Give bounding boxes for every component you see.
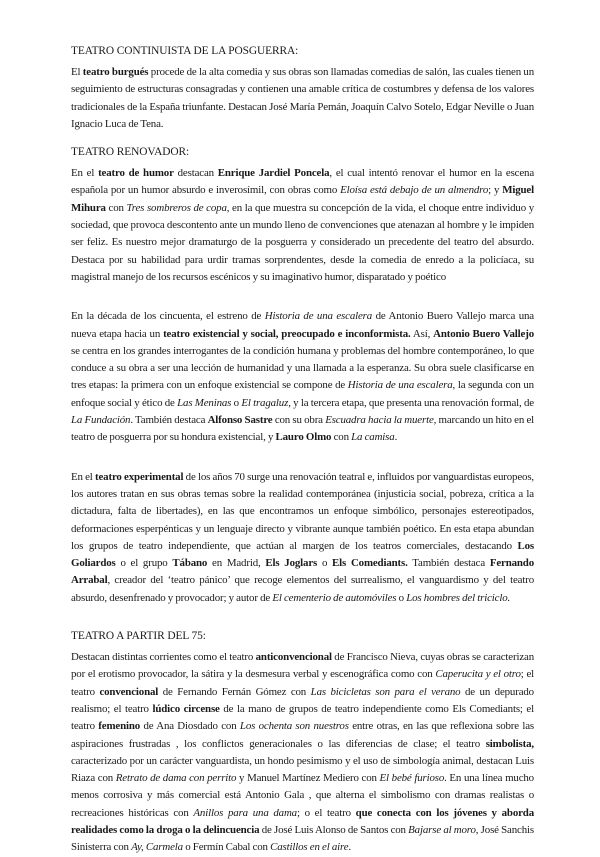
paragraph — [71, 308, 534, 446]
text-run: En el — [71, 167, 99, 180]
text-run: de un depurado realismo; el teatro — [71, 685, 534, 715]
text-run: , José Sanchis Sinisterra con — [71, 823, 534, 854]
text-run: . — [394, 431, 398, 444]
text-run: El — [71, 66, 83, 78]
section-heading: TEATRO A PARTIR DEL 75: — [71, 630, 206, 643]
text-run: con — [331, 431, 352, 444]
text-run: , el cual intentó renovar el humor en la escena española por un humor absurdo e inverosímil, con obras como — [71, 167, 534, 197]
bold-text: Enrique Jardiel Poncela — [217, 167, 330, 180]
italic-text: Retrato de dama con perrito — [115, 772, 237, 785]
text-run: o — [396, 591, 407, 604]
italic-text: La Fundación — [71, 414, 131, 427]
italic-text: El cementerio de automóviles — [272, 591, 397, 604]
italic-text: Escuadra hacia la muerte, — [325, 414, 437, 427]
italic-text: Anillos para una dama — [193, 806, 297, 819]
text-run: ; el teatro — [71, 668, 535, 698]
text-run: de Antonio Buero Vallejo marca una nueva etapa hacia un — [71, 310, 534, 340]
bold-text: Alfonso Sastre — [207, 414, 273, 427]
text-run: de Ana Diosdado con — [140, 720, 240, 733]
paragraph — [71, 165, 534, 286]
italic-text: Ay, Carmela — [131, 841, 183, 854]
bold-text: simbolista, — [485, 737, 534, 750]
bold-text: lúdico circense — [152, 702, 220, 715]
italic-text: Tres sombreros de copa — [126, 201, 227, 214]
italic-text: Las bicicletas son para el verano — [310, 685, 461, 698]
bold-text: teatro existencial y social, preocupado e inconformista. — [163, 327, 411, 340]
text-run: , y la tercera etapa, que presenta una renovación formal, de — [288, 396, 534, 409]
section-heading: TEATRO CONTINUISTA DE LA POSGUERRA: — [71, 45, 299, 57]
bold-text: teatro de humor — [98, 167, 174, 180]
text-run: , la segunda con un enfoque social y ético de — [71, 379, 534, 409]
bold-text: que conecta con los jóvenes y aborda realidades como la droga o la delincuencia — [71, 806, 534, 836]
text-run: ; o el teatro — [296, 806, 356, 819]
text-run: Destacan distintas corrientes como el teatro — [71, 651, 256, 664]
bold-text: convencional — [99, 685, 159, 698]
text-run: destacan — [173, 167, 218, 180]
italic-text: Historia de una escalera — [347, 379, 453, 392]
text-run: de los años 70 surge una renovación teatral e, influidos por vanguardistas europeos, los autores tratan en sus obras temas sobre la realidad contemporánea (injusticia social, pobreza, crítica a la dictadura, falta de libertades), en las que encontramos un enfoque simbólico, personajes estereotipados, deformaciones esperpénticas y un lenguaje directo y vibrante aunque también poético. En esta etapa abundan los grupos de teatro independiente, que actúan al margen de los teatros comerciales, destacando — [71, 470, 534, 552]
bold-text: Los Goliardos — [71, 539, 534, 570]
text-run: se centra en los grandes interrogantes de la condición humana y problemas del hombre contemporáneo, lo que conduce a su obra a ser una lección de humanidad y una llamada a la esperanza. Su obra suele clasificarse en tres etapas: la primera con un enfoque existencial se compone de — [71, 344, 534, 392]
bold-text: Fernando Arrabal — [71, 557, 535, 587]
text-run: caracterizado por un carácter vanguardista, un hondo pesimismo y el uso de simbología animal, destacan Luis Riaza con — [71, 754, 534, 785]
text-run: de Fernando Fernán Gómez con — [158, 685, 311, 698]
bold-text: teatro burgués — [82, 66, 149, 78]
text-run: y Manuel Martínez Mediero con — [236, 772, 380, 785]
paragraph — [71, 469, 534, 607]
bold-text: anticonvencional — [255, 651, 332, 664]
italic-text: Los ochenta son nuestros — [239, 720, 349, 733]
bold-text: Els Comediants. — [332, 557, 408, 570]
text-run: ; y — [488, 184, 503, 197]
paragraph — [71, 649, 534, 857]
italic-text: Eloísa está debajo de un almendro — [340, 184, 489, 197]
text-run: marcando un hito en el teatro de posguerra por su hondura existencial, y — [71, 414, 535, 444]
bold-text: femenino — [98, 720, 141, 733]
bold-text: Els Joglars — [265, 557, 318, 570]
bold-text: Antonio Buero Vallejo — [433, 327, 535, 340]
italic-text: La camisa — [351, 431, 395, 444]
text-run: en Madrid, — [207, 557, 266, 570]
italic-text: El bebé furioso — [379, 772, 445, 785]
text-run: . — [348, 841, 351, 854]
bold-text: Miguel Mihura — [71, 184, 534, 214]
bold-text: Lauro Olmo — [275, 431, 332, 444]
text-run: . En una línea mucho menos corrosiva y más comercial está Antonio Gala , que alterna el simbolismo con dramas realistas o recreaciones históricas con — [71, 772, 534, 819]
text-run: procede de la alta comedia y sus obras son llamadas comedias de salón, las cuales tienen un seguimiento de estructuras consagradas y contienen una amable crítica de costumbres y defensa de los valores tradicionales de la España triunfante. Destacan José María Pemán, Joaquín Calvo Sotelo, Edgar Neville o Juan Ignacio Luca de Tena. — [71, 66, 534, 130]
text-run: En el — [71, 470, 96, 483]
text-run: o — [231, 396, 242, 409]
italic-text: Las Meninas — [177, 396, 232, 409]
paragraph — [71, 64, 534, 133]
italic-text: Castillos en el aire — [270, 841, 349, 854]
italic-text: Historia de una escalera — [264, 310, 373, 323]
italic-text: Los hombres del triciclo. — [406, 591, 511, 604]
text-run: , creador del ‘teatro pánico’ que recoge elementos del surrealismo, el vanguardismo y del teatro absurdo, desenfrenado y provocador; y autor de — [71, 574, 534, 604]
section-heading: TEATRO RENOVADOR: — [71, 146, 190, 159]
italic-text: Caperucita y el otro — [435, 668, 521, 681]
text-run: Así, — [410, 327, 434, 340]
italic-text: Bajarse al moro — [408, 823, 476, 836]
text-run: con su obra — [272, 414, 326, 427]
text-run: o el grupo — [115, 557, 173, 570]
text-run: , en la que muestra su concepción de la vida, el choque entre individuo y sociedad, que provoca descontento ante un mundo lleno de convenciones que atenazan al hombre y le impiden ser feliz. Es nuestro mejor dramaturgo de la posguerra y considerado un precedente del teatro del absurdo. Destaca por su habilidad para urdir tramas sorprendentes, desde la comedia de enredo a la policíaca, su magistral manejo de los recursos escénicos y su imaginativo humor, disparatado y poético — [71, 201, 534, 283]
bold-text: Tábano — [172, 557, 208, 570]
bold-text: teatro experimental — [95, 470, 184, 483]
text-run: o — [317, 557, 333, 570]
text-run: de la mano de grupos de teatro independiente como Els Comediants; el teatro — [71, 702, 534, 733]
text-run: de José Luis Alonso de Santos con — [259, 823, 409, 836]
text-run: . También destaca — [130, 414, 208, 427]
text-run: También destaca — [407, 557, 490, 570]
italic-text: El tragaluz — [241, 396, 289, 409]
text-run: En la década de los cincuenta, el estreno de — [71, 310, 265, 323]
text-run: con — [105, 201, 127, 214]
text-run: entre otras, en las que reflexiona sobre las aspiraciones frustradas , los conflictos generacionales o las diferencias de clase; el teatro — [71, 720, 534, 750]
text-run: de Francisco Nieva, cuyas obras se caracterizan por el erotismo provocador, la sátira y la desmesura verbal y escenográfica como con — [71, 651, 535, 681]
text-run: o Fermín Cabal con — [182, 841, 271, 854]
